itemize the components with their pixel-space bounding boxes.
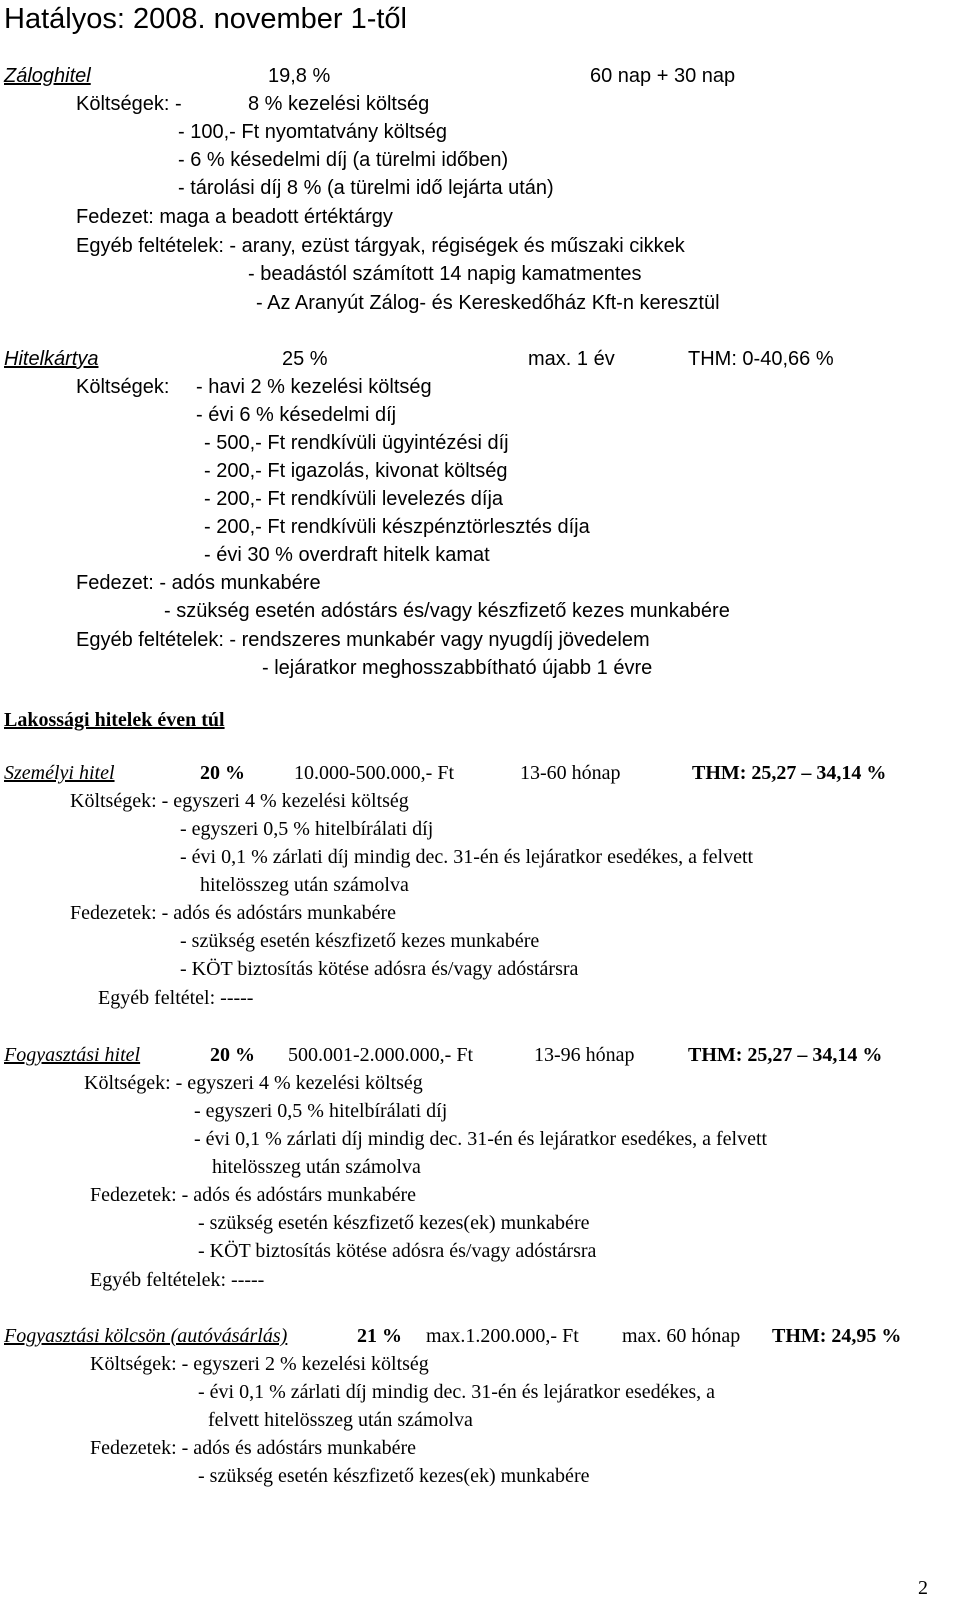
- fogyasztasi-line: - KÖT biztosítás kötése adósra és/vagy adóstársra: [198, 1240, 597, 1262]
- fogyasztasi-term: 13-96 hónap: [534, 1044, 635, 1066]
- szemelyi-line: - évi 0,1 % zárlati díj mindig dec. 31-én és lejáratkor esedékes, a felvett: [180, 846, 754, 868]
- szemelyi-term: 13-60 hónap: [520, 762, 621, 784]
- hitelkartya-name: Hitelkártya: [4, 348, 99, 370]
- autokolcson-term: max. 60 hónap: [622, 1325, 741, 1347]
- fogyasztasi-line: - egyszeri 0,5 % hitelbírálati díj: [194, 1100, 448, 1122]
- autokolcson-line: Fedezetek: - adós és adóstárs munkabére: [90, 1437, 416, 1459]
- fogyasztasi-line: - évi 0,1 % zárlati díj mindig dec. 31-én és lejáratkor esedékes, a felvett: [194, 1128, 768, 1150]
- zaloghitel-other-line: - beadástól számított 14 napig kamatmentes: [248, 263, 642, 285]
- zaloghitel-cost-line: - 6 % késedelmi díj (a türelmi időben): [178, 149, 509, 171]
- hitelkartya-rate: 25 %: [282, 348, 328, 370]
- fogyasztasi-line: hitelösszeg után számolva: [212, 1156, 421, 1178]
- szemelyi-name: Személyi hitel: [4, 762, 115, 784]
- szemelyi-line: - KÖT biztosítás kötése adósra és/vagy adóstársra: [180, 958, 579, 980]
- zaloghitel-cost-line: - tárolási díj 8 % (a türelmi idő lejárta után): [178, 177, 554, 199]
- hitelkartya-cost-line: - évi 30 % overdraft hitelk kamat: [204, 544, 490, 566]
- page-title: Hatályos: 2008. november 1-től: [4, 3, 407, 35]
- zaloghitel-costs-label: Költségek: -: [76, 93, 182, 115]
- hitelkartya-costs-label: Költségek:: [76, 376, 170, 398]
- fogyasztasi-line: Egyéb feltételek: -----: [90, 1269, 265, 1291]
- autokolcson-rate: 21 %: [357, 1325, 402, 1347]
- section-heading: Lakossági hitelek éven túl: [4, 709, 225, 731]
- hitelkartya-other-line: - lejáratkor meghosszabbítható újabb 1 évre: [262, 657, 653, 679]
- autokolcson-line: Költségek: - egyszeri 2 % kezelési költség: [90, 1353, 429, 1375]
- hitelkartya-cost-line: - havi 2 % kezelési költség: [196, 376, 432, 398]
- szemelyi-line: - egyszeri 0,5 % hitelbírálati díj: [180, 818, 434, 840]
- zaloghitel-term: 60 nap + 30 nap: [590, 65, 736, 87]
- hitelkartya-cost-line: - 200,- Ft igazolás, kivonat költség: [204, 460, 508, 482]
- hitelkartya-cover-line: - szükség esetén adóstárs és/vagy készfizető kezes munkabére: [164, 600, 730, 622]
- page-number: 2: [918, 1577, 928, 1599]
- autokolcson-line: - évi 0,1 % zárlati díj mindig dec. 31-én és lejáratkor esedékes, a: [198, 1381, 716, 1403]
- szemelyi-line: hitelösszeg után számolva: [200, 874, 409, 896]
- szemelyi-line: Fedezetek: - adós és adóstárs munkabére: [70, 902, 396, 924]
- szemelyi-line: - szükség esetén készfizető kezes munkabére: [180, 930, 540, 952]
- hitelkartya-thm: THM: 0-40,66 %: [688, 348, 834, 370]
- zaloghitel-name: Záloghitel: [4, 65, 91, 87]
- fogyasztasi-line: Fedezetek: - adós és adóstárs munkabére: [90, 1184, 416, 1206]
- autokolcson-line: felvett hitelösszeg után számolva: [208, 1409, 473, 1431]
- hitelkartya-cover-line: Fedezet: - adós munkabére: [76, 572, 321, 594]
- hitelkartya-term: max. 1 év: [528, 348, 615, 370]
- autokolcson-line: - szükség esetén készfizető kezes(ek) munkabére: [198, 1465, 590, 1487]
- zaloghitel-other-line: Egyéb feltételek: - arany, ezüst tárgyak, régiségek és műszaki cikkek: [76, 235, 685, 257]
- hitelkartya-cost-line: - 200,- Ft rendkívüli készpénztörlesztés díja: [204, 516, 590, 538]
- hitelkartya-other-line: Egyéb feltételek: - rendszeres munkabér vagy nyugdíj jövedelem: [76, 629, 650, 651]
- zaloghitel-cost-line: 8 % kezelési költség: [248, 93, 430, 115]
- hitelkartya-cost-line: - 200,- Ft rendkívüli levelezés díja: [204, 488, 504, 510]
- autokolcson-thm: THM: 24,95 %: [772, 1325, 902, 1347]
- autokolcson-name: Fogyasztási kölcsön (autóvásárlás): [4, 1325, 288, 1347]
- hitelkartya-cost-line: - évi 6 % késedelmi díj: [196, 404, 397, 426]
- fogyasztasi-thm: THM: 25,27 – 34,14 %: [688, 1044, 883, 1066]
- szemelyi-amount: 10.000-500.000,- Ft: [294, 762, 454, 784]
- fogyasztasi-amount: 500.001-2.000.000,- Ft: [288, 1044, 473, 1066]
- zaloghitel-rate: 19,8 %: [268, 65, 331, 87]
- szemelyi-thm: THM: 25,27 – 34,14 %: [692, 762, 887, 784]
- szemelyi-line: Költségek: - egyszeri 4 % kezelési költség: [70, 790, 409, 812]
- szemelyi-line: Egyéb feltétel: -----: [98, 987, 254, 1009]
- zaloghitel-cost-line: - 100,- Ft nyomtatvány költség: [178, 121, 448, 143]
- hitelkartya-cost-line: - 500,- Ft rendkívüli ügyintézési díj: [204, 432, 509, 454]
- fogyasztasi-rate: 20 %: [210, 1044, 255, 1066]
- fogyasztasi-name: Fogyasztási hitel: [4, 1044, 141, 1066]
- zaloghitel-other-line: - Az Aranyút Zálog- és Kereskedőház Kft-n keresztül: [256, 292, 720, 314]
- szemelyi-rate: 20 %: [200, 762, 245, 784]
- fogyasztasi-line: - szükség esetén készfizető kezes(ek) munkabére: [198, 1212, 590, 1234]
- autokolcson-amount: max.1.200.000,- Ft: [426, 1325, 579, 1347]
- zaloghitel-cover: Fedezet: maga a beadott értéktárgy: [76, 206, 393, 228]
- fogyasztasi-line: Költségek: - egyszeri 4 % kezelési költség: [84, 1072, 423, 1094]
